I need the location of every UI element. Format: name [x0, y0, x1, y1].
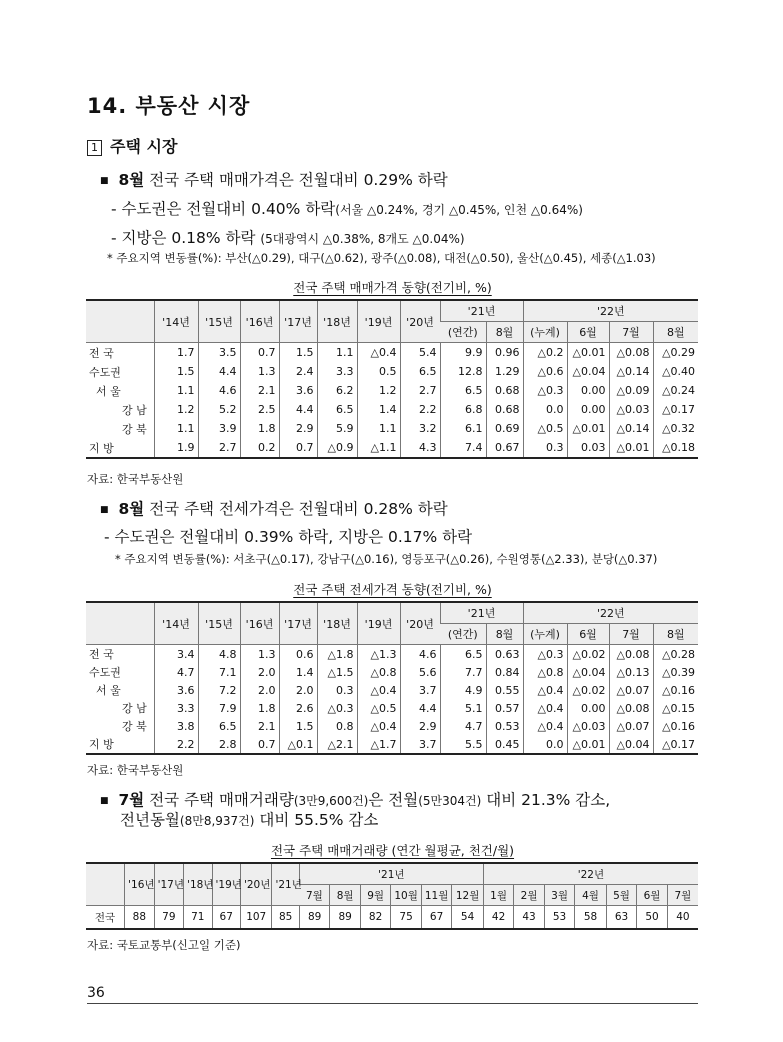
table-subheader: 7월 [667, 885, 698, 906]
table-header-year: '19년 [357, 300, 400, 343]
table-cell: 4.4 [198, 362, 240, 381]
table-row [86, 362, 698, 381]
table-cell: △0.3 [317, 699, 357, 717]
volume-line2 [120, 808, 378, 830]
table-cell: 1.29 [486, 362, 523, 381]
volume-bullet [100, 788, 610, 810]
table-cell: 3.5 [198, 343, 240, 363]
table-cell: 2.0 [240, 663, 279, 681]
volume-text-a: 전국 주택 매매거래량 [144, 791, 294, 809]
table-header-year: '14년 [154, 300, 198, 343]
table-header-year: '15년 [198, 602, 240, 645]
sale-bullet [100, 168, 448, 190]
table-header-2022: '22년 [483, 863, 698, 885]
table-cell: 3.6 [279, 381, 317, 400]
table-cell: 4.7 [440, 717, 486, 735]
table-cell: △0.4 [357, 681, 400, 699]
table-row [86, 735, 698, 754]
table-row [86, 645, 698, 664]
row-label: 수도권 [89, 365, 121, 379]
table-cell: 2.6 [279, 699, 317, 717]
table-header-year: '15년 [198, 300, 240, 343]
row-label: 강 남 [122, 403, 147, 417]
table-cell: △0.08 [609, 645, 653, 664]
table-cell: 6.5 [440, 645, 486, 664]
table-cell: △0.4 [523, 699, 567, 717]
table-cell: 0.0 [523, 400, 567, 419]
table-cell: 0.3 [523, 438, 567, 458]
row-label: 전 국 [89, 346, 114, 360]
row-label: 강 남 [122, 702, 147, 715]
table-cell: 0.53 [486, 717, 523, 735]
table-row [86, 419, 698, 438]
table-cell: 6.5 [440, 381, 486, 400]
table-cell: △1.7 [357, 735, 400, 754]
table-cell: 0.68 [486, 381, 523, 400]
table-cell: 0.00 [567, 381, 609, 400]
table-cell: 12.8 [440, 362, 486, 381]
table-cell: △0.09 [609, 381, 653, 400]
table-cell: 2.2 [154, 735, 198, 754]
table-cell: △0.9 [317, 438, 357, 458]
volume-detail-2: (5만304건) [418, 794, 482, 808]
table-cell: △0.04 [567, 663, 609, 681]
table-header-year: '18년 [317, 300, 357, 343]
table-cell: 2.9 [279, 419, 317, 438]
row-label: 강 북 [122, 422, 147, 436]
table-cell: 5.5 [440, 735, 486, 754]
table-cell: 0.68 [486, 400, 523, 419]
table-cell: △2.1 [317, 735, 357, 754]
table-cell: 1.1 [357, 419, 400, 438]
table-cell: 1.3 [240, 362, 279, 381]
table-cell: 2.2 [400, 400, 440, 419]
table-cell: 1.2 [154, 400, 198, 419]
table-cell: △0.2 [523, 343, 567, 363]
table-cell: 89 [299, 906, 329, 930]
table-row [86, 663, 698, 681]
table-cell: 3.7 [400, 681, 440, 699]
jeonse-bullet-month: 8월 [118, 500, 145, 518]
table-header-year: '20년 [240, 863, 272, 906]
volume-bullet-month: 7월 [118, 791, 145, 809]
table-subheader: 8월 [486, 624, 523, 645]
table-header-2021: '21년 [299, 863, 483, 885]
jeonse-note: * 주요지역 변동률(%): 서초구(△0.17), 강남구(△0.16), 영등포구(△0.26), 수원영통(△2.33), 분당(△0.37) [115, 552, 658, 566]
table-cell: 1.8 [240, 419, 279, 438]
table-cell: △0.18 [653, 438, 698, 458]
table-cell: △1.1 [357, 438, 400, 458]
table-cell: 0.00 [567, 400, 609, 419]
table-subheader: 8월 [486, 322, 523, 343]
table-cell: △0.3 [523, 645, 567, 664]
square-bullet-icon: ■ [100, 796, 109, 806]
table-row [86, 438, 698, 458]
table-cell: 2.1 [240, 717, 279, 735]
table-header-2021: '21년 [440, 602, 523, 624]
table-cell: 67 [421, 906, 451, 930]
table-header-2022: '22년 [523, 602, 698, 624]
footer-divider [87, 1003, 698, 1004]
table-cell: △0.01 [567, 343, 609, 363]
table-cell: 3.3 [317, 362, 357, 381]
table-cell: △0.08 [609, 699, 653, 717]
table-cell: △0.02 [567, 681, 609, 699]
table-cell: 3.7 [400, 735, 440, 754]
table-cell: 63 [606, 906, 636, 930]
table-header-year: '16년 [125, 863, 154, 906]
sale-sub-regional-detail: (5대광역시 △0.38%, 8개도 △0.04%) [260, 232, 465, 246]
row-label: 수도권 [89, 666, 121, 679]
table-cell: 43 [514, 906, 544, 930]
section-title [87, 134, 177, 157]
table-cell: 0.69 [486, 419, 523, 438]
table-subheader: 7월 [609, 624, 653, 645]
table-cell: 0.67 [486, 438, 523, 458]
table-cell: 1.4 [279, 663, 317, 681]
table-cell: 1.8 [240, 699, 279, 717]
table-cell: 0.3 [317, 681, 357, 699]
table-cell: 3.6 [154, 681, 198, 699]
table-cell: 7.9 [198, 699, 240, 717]
table-cell: 0.2 [240, 438, 279, 458]
table-cell: 7.2 [198, 681, 240, 699]
row-label: 강 북 [122, 720, 147, 733]
table-cell: 2.4 [279, 362, 317, 381]
page-number: 36 [87, 985, 105, 1001]
table-cell: 54 [452, 906, 484, 930]
volume-text-c: 대비 21.3% 감소, [481, 791, 611, 809]
table-subheader: 7월 [299, 885, 329, 906]
table-cell: 0.8 [317, 717, 357, 735]
table-cell: 3.8 [154, 717, 198, 735]
table-subheader: 8월 [653, 624, 698, 645]
table-cell: 6.2 [317, 381, 357, 400]
row-label: 지 방 [86, 735, 154, 754]
table-cell: 2.7 [400, 381, 440, 400]
table-cell: △0.4 [357, 343, 400, 363]
table-cell: △0.4 [523, 717, 567, 735]
table-cell: 4.3 [400, 438, 440, 458]
table-cell: △0.3 [523, 381, 567, 400]
table-subheader: 1월 [483, 885, 513, 906]
table-cell: 5.2 [198, 400, 240, 419]
table-header-2022: '22년 [523, 300, 698, 322]
table-header-blank [86, 863, 125, 906]
table-header-year: '14년 [154, 602, 198, 645]
table-cell: 2.0 [279, 681, 317, 699]
table-subheader: (연간) [440, 322, 486, 343]
jeonse-bullet [100, 497, 448, 519]
table-cell: 5.1 [440, 699, 486, 717]
table-cell: △0.01 [567, 419, 609, 438]
table-cell: 0.84 [486, 663, 523, 681]
table-cell: 1.3 [240, 645, 279, 664]
table-cell: 75 [391, 906, 421, 930]
table-cell: 1.5 [279, 343, 317, 363]
table-cell: △0.16 [653, 717, 698, 735]
table-row [86, 717, 698, 735]
table-cell: 71 [184, 906, 212, 930]
table-subheader: 8월 [653, 322, 698, 343]
sale-volume-table [86, 862, 698, 930]
table-cell: △0.5 [523, 419, 567, 438]
square-bullet-icon: ■ [100, 176, 109, 186]
table-cell: △0.07 [609, 681, 653, 699]
table-cell: △0.6 [523, 362, 567, 381]
table-subheader: 6월 [567, 322, 609, 343]
table-subheader: 5월 [606, 885, 636, 906]
table-cell: 4.6 [400, 645, 440, 664]
table-cell: 0.57 [486, 699, 523, 717]
table-subheader: 11월 [421, 885, 451, 906]
table-cell: 7.1 [198, 663, 240, 681]
table-cell: △0.24 [653, 381, 698, 400]
table-cell: △0.07 [609, 717, 653, 735]
sale-note: * 주요지역 변동률(%): 부산(△0.29), 대구(△0.62), 광주(△0.08), 대전(△0.50), 울산(△0.45), 세종(△1.03) [107, 251, 656, 265]
table-cell: 6.5 [317, 400, 357, 419]
table-cell: 0.5 [357, 362, 400, 381]
table-row [86, 906, 698, 930]
table-cell: 2.1 [240, 381, 279, 400]
table-cell: 1.7 [154, 343, 198, 363]
table-cell: 3.2 [400, 419, 440, 438]
table-cell: 5.9 [317, 419, 357, 438]
table-subheader: 6월 [567, 624, 609, 645]
table-cell: 3.3 [154, 699, 198, 717]
table-subheader: 4월 [575, 885, 607, 906]
table-cell: 42 [483, 906, 513, 930]
table-subheader: 10월 [391, 885, 421, 906]
table-header-2021: '21년 [440, 300, 523, 322]
table-cell: 2.9 [400, 717, 440, 735]
table-subheader: (연간) [440, 624, 486, 645]
table-cell: 2.7 [198, 438, 240, 458]
row-label: 전국 [86, 906, 125, 930]
table-cell: 67 [212, 906, 240, 930]
table-header-year: '18년 [317, 602, 357, 645]
table2-source: 자료: 한국부동산원 [87, 763, 184, 777]
table-cell: 6.1 [440, 419, 486, 438]
table-cell: 9.9 [440, 343, 486, 363]
table-header-blank [86, 602, 154, 645]
table1-source: 자료: 한국부동산원 [87, 472, 184, 486]
table-cell: 2.0 [240, 681, 279, 699]
table-header-year: '18년 [184, 863, 212, 906]
table-cell: 4.9 [440, 681, 486, 699]
table-cell: 88 [125, 906, 154, 930]
table-cell: 53 [544, 906, 574, 930]
table-cell: △0.04 [567, 362, 609, 381]
table-cell: 5.4 [400, 343, 440, 363]
table-cell: 4.7 [154, 663, 198, 681]
table-cell: 50 [637, 906, 667, 930]
table-header-year: '17년 [154, 863, 183, 906]
table-cell: △0.15 [653, 699, 698, 717]
table-cell: 1.1 [154, 419, 198, 438]
table-subheader: 6월 [637, 885, 667, 906]
table-subheader: 2월 [514, 885, 544, 906]
table-header-blank [86, 300, 154, 343]
table-cell: △0.40 [653, 362, 698, 381]
row-label: 서 울 [96, 384, 121, 398]
row-label: 서 울 [96, 684, 121, 697]
table-cell: 2.8 [198, 735, 240, 754]
table-cell: 0.45 [486, 735, 523, 754]
table-cell: △0.32 [653, 419, 698, 438]
table-cell: △0.39 [653, 663, 698, 681]
table-cell: △0.4 [523, 681, 567, 699]
table3-source: 자료: 국토교통부(신고일 기준) [87, 938, 241, 952]
table-cell: △0.8 [357, 663, 400, 681]
table-cell: 6.5 [400, 362, 440, 381]
table-cell: △0.8 [523, 663, 567, 681]
table-row [86, 681, 698, 699]
table-cell: 3.9 [198, 419, 240, 438]
table-header-year: '20년 [400, 300, 440, 343]
table-header-year: '16년 [240, 602, 279, 645]
table-cell: 0.96 [486, 343, 523, 363]
table-cell: 0.7 [240, 343, 279, 363]
table-row [86, 381, 698, 400]
volume-detail-3: (8만8,937건) [179, 814, 255, 828]
table-subheader: (누계) [523, 322, 567, 343]
table3-caption: 전국 주택 매매거래량 (연간 월평균, 천건/월) [270, 843, 515, 858]
table-header-year: '17년 [279, 300, 317, 343]
sale-sub-regional [111, 226, 465, 248]
table-cell: 7.7 [440, 663, 486, 681]
jeonse-price-table [86, 601, 698, 755]
table-cell: △0.17 [653, 735, 698, 754]
table-cell: 1.2 [357, 381, 400, 400]
table-cell: 4.8 [198, 645, 240, 664]
table-cell: 58 [575, 906, 607, 930]
row-label: 전 국 [89, 648, 114, 661]
sale-bullet-text: 전국 주택 매매가격은 전월대비 0.29% 하락 [144, 171, 448, 189]
table-cell: △0.08 [609, 343, 653, 363]
table-cell: 79 [154, 906, 183, 930]
table-cell: 1.1 [317, 343, 357, 363]
table-row [86, 699, 698, 717]
sale-bullet-month: 8월 [118, 171, 145, 189]
page-heading: 14. 부동산 시장 [87, 94, 251, 118]
table2-caption: 전국 주택 전세가격 동향(전기비, %) [293, 582, 492, 597]
table-cell: 107 [240, 906, 272, 930]
sale-price-table [86, 299, 698, 459]
table-cell: △1.8 [317, 645, 357, 664]
jeonse-sub: - 수도권은 전월대비 0.39% 하락, 지방은 0.17% 하락 [104, 528, 473, 546]
table-cell: 1.5 [154, 362, 198, 381]
sale-sub-regional-main: - 지방은 0.18% 하락 [111, 229, 261, 247]
table-cell: △0.16 [653, 681, 698, 699]
table-cell: △0.4 [357, 717, 400, 735]
table-cell: 89 [330, 906, 360, 930]
section-number-box: 1 [87, 140, 102, 156]
table-subheader: (누계) [523, 624, 567, 645]
table-cell: 1.5 [279, 717, 317, 735]
table-cell: △0.01 [609, 438, 653, 458]
table-cell: △0.03 [567, 717, 609, 735]
table-header-year: '19년 [212, 863, 240, 906]
table-cell: 1.1 [154, 381, 198, 400]
table-cell: △0.17 [653, 400, 698, 419]
table-cell: 5.6 [400, 663, 440, 681]
row-label: 지 방 [86, 438, 154, 458]
table-cell: 82 [360, 906, 390, 930]
table-subheader: 8월 [330, 885, 360, 906]
jeonse-bullet-text: 전국 주택 전세가격은 전월대비 0.28% 하락 [144, 500, 448, 518]
section-title-text: 주택 시장 [110, 137, 178, 156]
volume-text-b: 은 전월 [368, 791, 419, 809]
table-cell: △0.28 [653, 645, 698, 664]
table-subheader: 12월 [452, 885, 484, 906]
table-cell: 6.5 [198, 717, 240, 735]
table-header-year: '16년 [240, 300, 279, 343]
table-cell: 0.63 [486, 645, 523, 664]
table-cell: △0.03 [609, 400, 653, 419]
table-cell: 7.4 [440, 438, 486, 458]
table-subheader: 7월 [609, 322, 653, 343]
table-cell: 85 [272, 906, 299, 930]
table-cell: △0.02 [567, 645, 609, 664]
table1-caption: 전국 주택 매매가격 동향(전기비, %) [293, 280, 492, 295]
table-cell: △0.29 [653, 343, 698, 363]
table-cell: 3.4 [154, 645, 198, 664]
table-cell: △1.5 [317, 663, 357, 681]
table-cell: 0.7 [240, 735, 279, 754]
table-cell: 1.4 [357, 400, 400, 419]
table-cell: 2.5 [240, 400, 279, 419]
table-cell: 0.0 [523, 735, 567, 754]
table-cell: 0.7 [279, 438, 317, 458]
square-bullet-icon: ■ [100, 505, 109, 515]
table-cell: △0.14 [609, 419, 653, 438]
table-cell: 0.03 [567, 438, 609, 458]
table-cell: △0.1 [279, 735, 317, 754]
table-cell: △0.14 [609, 362, 653, 381]
table-cell: 4.4 [400, 699, 440, 717]
table-row [86, 400, 698, 419]
volume-text-e: 대비 55.5% 감소 [254, 811, 379, 829]
sale-sub-capital [111, 197, 583, 219]
sale-sub-capital-detail: (서울 △0.24%, 경기 △0.45%, 인천 △0.64%) [335, 203, 583, 217]
table-header-year: '20년 [400, 602, 440, 645]
table-cell: 0.00 [567, 699, 609, 717]
volume-detail-1: (3만9,600건) [293, 794, 369, 808]
table-cell: 6.8 [440, 400, 486, 419]
table-cell: 4.6 [198, 381, 240, 400]
table-cell: △0.01 [567, 735, 609, 754]
table-cell: △1.3 [357, 645, 400, 664]
table-subheader: 9월 [360, 885, 390, 906]
table-cell: △0.13 [609, 663, 653, 681]
table-header-year: '17년 [279, 602, 317, 645]
table-cell: △0.5 [357, 699, 400, 717]
table-cell: 1.9 [154, 438, 198, 458]
table-cell: 40 [667, 906, 698, 930]
table-cell: △0.04 [609, 735, 653, 754]
table-row [86, 343, 698, 363]
table-header-year: '19년 [357, 602, 400, 645]
table-cell: 4.4 [279, 400, 317, 419]
table-header-year: '21년 [272, 863, 299, 906]
table-cell: 0.55 [486, 681, 523, 699]
table-subheader: 3월 [544, 885, 574, 906]
table-cell: 0.6 [279, 645, 317, 664]
sale-sub-capital-main: - 수도권은 전월대비 0.40% 하락 [111, 200, 336, 218]
volume-text-d: 전년동월 [120, 811, 180, 829]
